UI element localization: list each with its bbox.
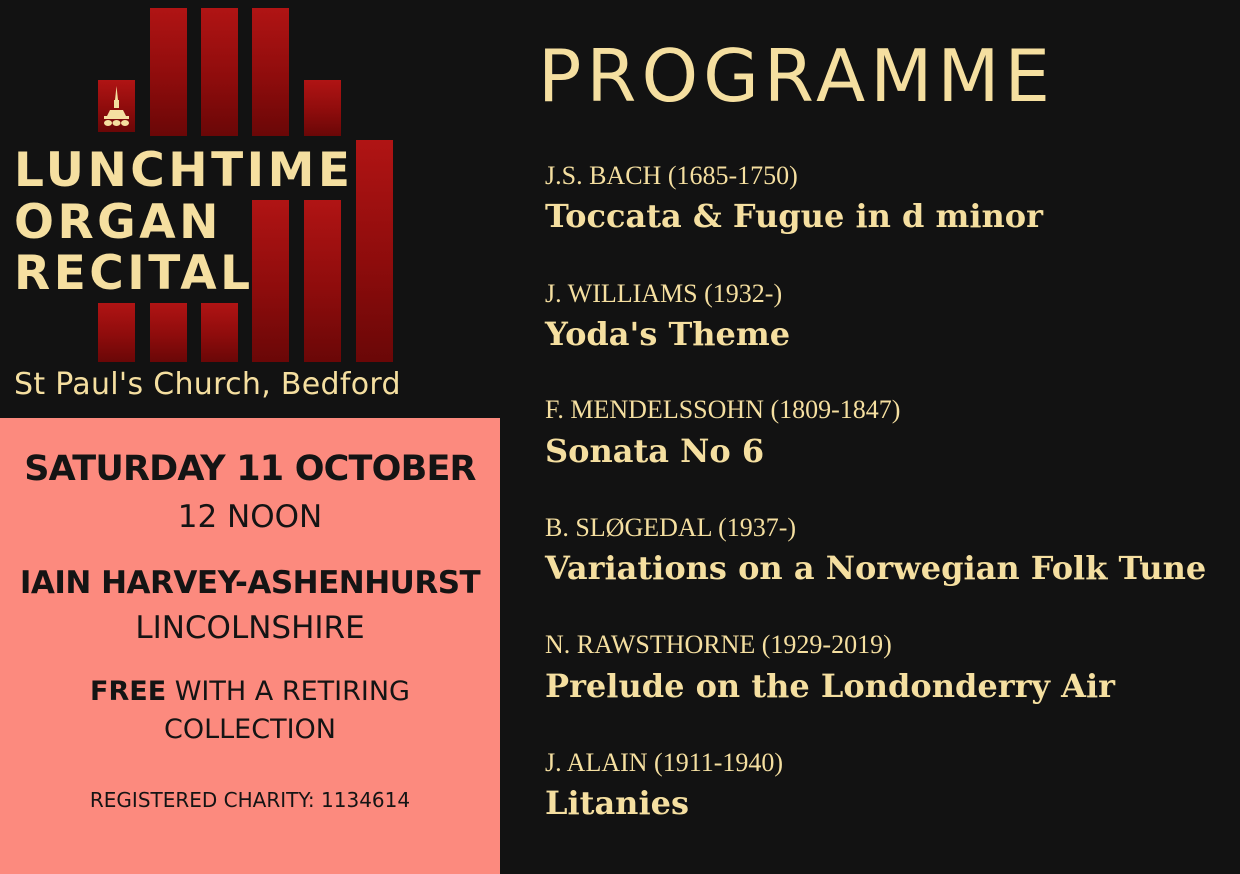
event-time: 12 NOON [177, 499, 323, 535]
composer-3: F. MENDELSSOHN (1809-1847) [545, 395, 901, 424]
logo-line-recital: RECITAL [14, 246, 254, 301]
work-6: Litanies [545, 784, 689, 822]
venue: St Paul's Church, Bedford [14, 367, 401, 402]
organ-pipe [356, 140, 393, 362]
admission-line [0, 678, 500, 705]
organ-pipe [98, 303, 135, 362]
organ-pipe [304, 200, 341, 362]
organ-pipe [150, 303, 187, 362]
logo-line-organ: ORGAN [14, 195, 222, 250]
organ-pipe [304, 80, 341, 136]
work-5: Prelude on the Londonderry Air [545, 667, 1115, 705]
performer-location: LINCOLNSHIRE [135, 610, 365, 646]
logo-line-lunchtime: LUNCHTIME [14, 143, 354, 198]
logo [0, 0, 500, 418]
programme-title: PROGRAMME [538, 34, 1056, 118]
composer-4: B. SLØGEDAL (1937-) [545, 513, 797, 542]
programme-list [545, 0, 1235, 874]
church-icon [98, 80, 135, 132]
organ-pipe [150, 8, 187, 136]
composer-6: J. ALAIN (1911-1940) [545, 748, 784, 777]
event-date: SATURDAY 11 OCTOBER [24, 449, 476, 489]
performer-name: IAIN HARVEY-ASHENHURST [19, 565, 481, 601]
composer-5: N. RAWSTHORNE (1929-2019) [545, 630, 892, 659]
work-1: Toccata & Fugue in d minor [545, 197, 1043, 235]
event-info-panel [0, 418, 500, 874]
charity-number: REGISTERED CHARITY: 1134614 [89, 788, 411, 812]
admission-line-2: COLLECTION [163, 714, 336, 745]
work-4: Variations on a Norwegian Folk Tune [545, 549, 1207, 587]
organ-pipe [201, 303, 238, 362]
admission-text: WITH A RETIRING [166, 676, 410, 707]
work-2: Yoda's Theme [545, 315, 791, 353]
organ-pipe [252, 8, 289, 136]
composer-2: J. WILLIAMS (1932-) [545, 279, 783, 308]
composer-1: J.S. BACH (1685-1750) [545, 161, 798, 190]
organ-pipe [252, 200, 289, 362]
admission-free: FREE [90, 676, 167, 707]
organ-pipe [201, 8, 238, 136]
work-3: Sonata No 6 [545, 432, 765, 470]
